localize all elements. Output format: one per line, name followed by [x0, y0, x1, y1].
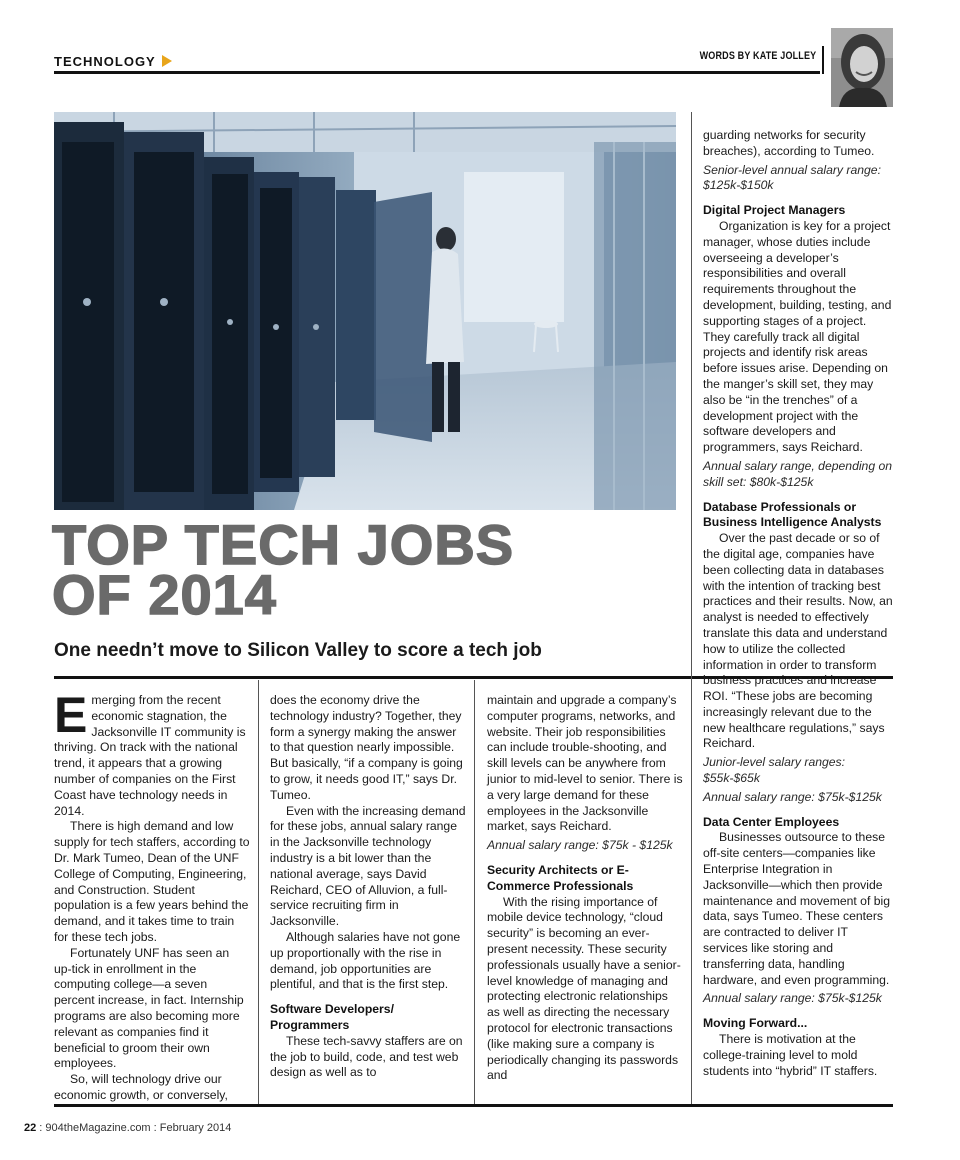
- column-divider: [691, 112, 692, 1104]
- section-label: [54, 54, 172, 69]
- paragraph: With the rising importance of mobile device technology, “cloud security” is becoming an ever-present necessity. These security professionals usually have a senior-level knowledge of managing and protecting electronic relationships as well as directing the necessary protocol for electronic transactions (like making sure a company is periodically changing its passwords and: [487, 894, 681, 1083]
- subhead: Moving Forward...: [703, 1016, 808, 1031]
- paragraph: So, will technology drive our economic growth, or conversely,: [54, 1072, 228, 1102]
- subhead: Database Professionals or Business Intelligence Analysts: [703, 499, 882, 530]
- hero-image-server-room: [54, 112, 676, 510]
- subhead: Software Developers/ Programmers: [270, 1002, 394, 1032]
- paragraph: guarding networks for security breaches), according to Tumeo.: [703, 128, 875, 158]
- article-deck: One needn’t move to Silicon Valley to score a tech job: [54, 640, 542, 661]
- paragraph: There is high demand and low supply for tech staffers, according to Dr. Mark Tumeo, Dean of the UNF College of Computing, Engineering, and Construction. Student population is a few years behind the demand, and it takes time to train for these tech jobs.: [54, 819, 250, 944]
- column-2: [270, 693, 466, 1081]
- paragraph: maintain and upgrade a company’s computer programs, networks, and website. Their job responsibilities can include trouble-shooting, and skill levels can be anywhere from junior to mid-level to senior. There is a very large demand for these employees in the Jacksonville market, says Reichard.: [487, 693, 683, 834]
- footer-rule: [54, 1104, 893, 1107]
- footer-text: : 904theMagazine.com : February 2014: [36, 1122, 232, 1134]
- salary-range: Annual salary range: $75k - $125k: [487, 838, 673, 853]
- paragraph: [54, 687, 250, 819]
- paragraph: There is motivation at the college-training level to mold students into “hybrid” IT staffers.: [703, 1032, 878, 1078]
- salary-range: Annual salary range, depending on skill set: $80k-$125k: [703, 458, 893, 489]
- paragraph-text: merging from the recent economic stagnation, the Jacksonville IT community is thriving. On track with the national trend, it appears that a growing number of companies on the First Coast have technology needs in 2014.: [54, 693, 246, 818]
- subhead: Security Architects or E-Commerce Professionals: [487, 862, 634, 893]
- column-4: [703, 128, 895, 1079]
- column-divider: [474, 680, 475, 1104]
- paragraph: Fortunately UNF has seen an up-tick in enrollment in the computing college—a seven percent increase, in fact. Internship programs are also becoming more relevant as companies find it beneficial to groom their own employees.: [54, 945, 244, 1071]
- paragraph: Organization is key for a project manager, whose duties include overseeing a developer’s responsibilities and overall requirements throughout the development, building, testing, and supporting stages of a project. They carefully track all digital projects and identify risk areas before issues arise. Depending on the manger’s skill set, they may also be “in the trenches” of a development project with the software developers and programmers, says Reichard.: [703, 218, 892, 455]
- paragraph: does the economy drive the technology industry? Together, they form a synergy making the answer to that question nearly impossible. But basically, “if a company is going to grow, it needs good IT,” says Dr. Tumeo.: [270, 693, 463, 802]
- column-1: [54, 687, 250, 1104]
- article-headline: [52, 513, 672, 626]
- byline: WORDS BY KATE JOLLEY: [699, 50, 816, 62]
- page-footer: [24, 1122, 231, 1134]
- author-photo: [831, 28, 893, 107]
- header-rule: [54, 71, 820, 74]
- column-3: [487, 693, 683, 1084]
- paragraph: Over the past decade or so of the digital age, companies have been collecting data in databases with the intention of tracking best practices and their results. Now, an analyst is needed to effectively translate this data and understand how to utilize the collected information in order to transform business practices and increase ROI. “These jobs are becoming increasingly relevant due to the new healthcare regulations,” says Reichard.: [703, 531, 893, 751]
- paragraph: Businesses outsource to these off-site centers—companies like Enterprise Integration in Jacksonville—which then provide maintenance and movement of big data, says Tumeo. These centers are contracted to deliver IT services like storing and transferring data, handling hardware, and even programming.: [703, 830, 890, 987]
- paragraph: Even with the increasing demand for these jobs, annual salary range in the Jacksonville technology industry is a bit lower than the national average, says David Reichard, CEO of Alluvion, a full-service recruiting firm in Jacksonville.: [270, 803, 466, 929]
- salary-range: Junior-level salary ranges: $55k-$65k: [703, 755, 846, 786]
- paragraph: These tech-savvy staffers are on the job to build, code, and test web design as well as to: [270, 1033, 463, 1080]
- subhead: Digital Project Managers: [703, 203, 846, 218]
- drop-cap: E: [54, 687, 88, 743]
- paragraph: Although salaries have not gone up proportionally with the rise in demand, job opportunities are plentiful, and that is the first step.: [270, 929, 461, 992]
- column-divider: [258, 680, 259, 1104]
- salary-range: Senior-level annual salary range: $125k-$150k: [703, 162, 881, 193]
- headline-line-2: OF 2014: [52, 563, 277, 626]
- headline-line-1: TOP TECH JOBS: [52, 513, 515, 576]
- subhead: Data Center Employees: [703, 814, 840, 829]
- section-name: TECHNOLOGY: [54, 54, 156, 69]
- byline-divider: [822, 46, 824, 74]
- triangle-arrow-icon: [162, 55, 172, 67]
- salary-range: Annual salary range: $75k-$125k: [703, 991, 882, 1006]
- salary-range: Annual salary range: $75k-$125k: [703, 789, 882, 804]
- page-number: 22: [24, 1122, 37, 1134]
